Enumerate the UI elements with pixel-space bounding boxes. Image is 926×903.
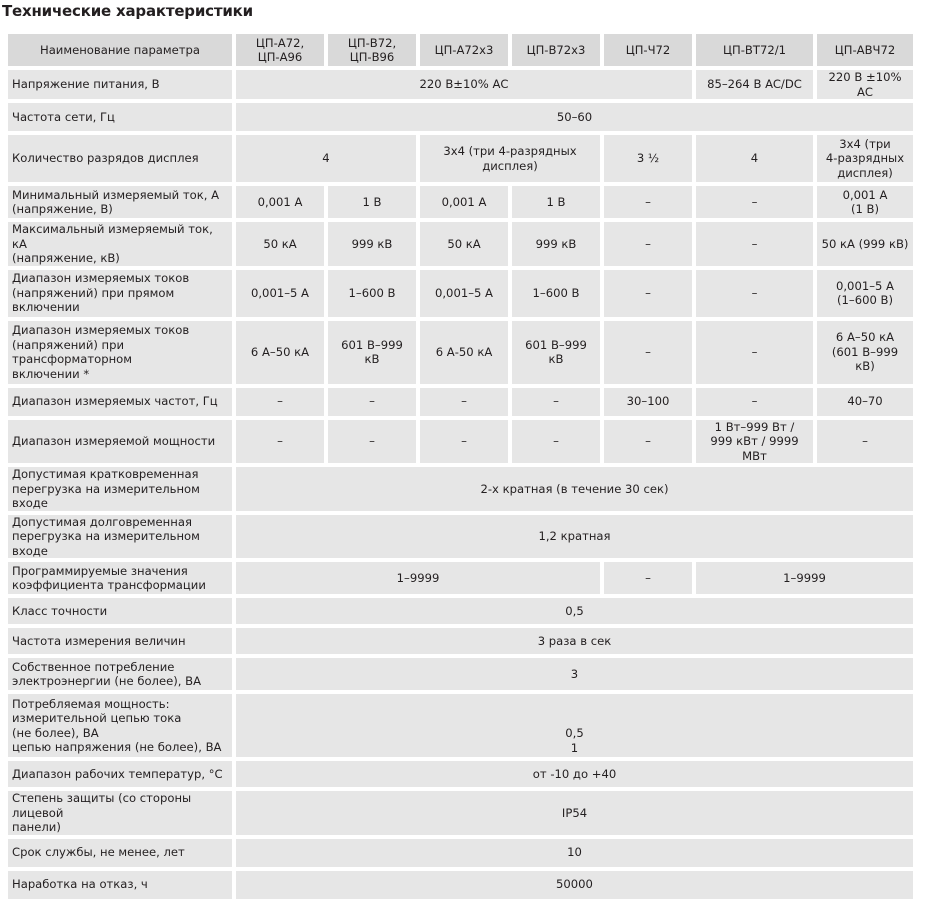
table-row: [8, 103, 913, 131]
value-cell: 10: [236, 839, 913, 867]
table-row: [8, 186, 913, 218]
value-cell: 6 А–50 кА (601 В–999 кВ): [817, 321, 913, 384]
table-row: [8, 658, 913, 690]
value-cell: –: [696, 186, 813, 218]
value-cell: 0,001–5 А (1–600 В): [817, 270, 913, 317]
value-cell: 3 раза в сек: [236, 628, 913, 654]
param-label: Минимальный измеряемый ток, А (напряжение, В): [8, 186, 232, 218]
value-cell: 601 В–999 кВ: [328, 321, 416, 384]
table-row: [8, 562, 913, 594]
value-cell: –: [604, 270, 692, 317]
value-cell: –: [696, 321, 813, 384]
value-cell: 3х4 (три 4-разрядных дисплея): [817, 135, 913, 182]
header-col-4: ЦП-В72х3: [512, 34, 600, 66]
header-col-2: ЦП-В72, ЦП-В96: [328, 34, 416, 66]
value-cell: –: [512, 420, 600, 464]
value-cell: 3 ½: [604, 135, 692, 182]
table-row: [8, 388, 913, 416]
param-label: Напряжение питания, В: [8, 70, 232, 99]
param-label: Диапазон измеряемой мощности: [8, 420, 232, 464]
table-row: [8, 420, 913, 464]
table-row: [8, 270, 913, 317]
param-label: Максимальный измеряемый ток, кА (напряжение, кВ): [8, 222, 232, 266]
value-cell: –: [420, 388, 508, 416]
value-cell: –: [236, 388, 324, 416]
param-label: Частота сети, Гц: [8, 103, 232, 131]
value-cell: 1–600 В: [328, 270, 416, 317]
table-row: [8, 791, 913, 835]
header-param: Наименование параметра: [8, 34, 232, 66]
param-label: Допустимая долговременная перегрузка на измерительном входе: [8, 515, 232, 559]
value-cell: 50 кА: [236, 222, 324, 266]
value-cell: 6 А–50 кА: [236, 321, 324, 384]
table-row: [8, 467, 913, 511]
value-cell: IP54: [236, 791, 913, 835]
table-header-row: [8, 34, 913, 66]
value-cell: 1 В: [328, 186, 416, 218]
value-cell: 1,2 кратная: [236, 515, 913, 559]
table-row: [8, 70, 913, 99]
value-cell: –: [604, 222, 692, 266]
value-cell: –: [420, 420, 508, 464]
table-row: [8, 694, 913, 757]
value-cell: –: [817, 420, 913, 464]
header-col-3: ЦП-А72х3: [420, 34, 508, 66]
header-col-7: ЦП-АВЧ72: [817, 34, 913, 66]
header-col-5: ЦП-Ч72: [604, 34, 692, 66]
param-label: Допустимая кратковременная перегрузка на измерительном входе: [8, 467, 232, 511]
param-label: Потребляемая мощность: измерительной цепью тока (не более), ВА цепью напряжения (не более), ВА: [8, 694, 232, 757]
value-cell: –: [328, 388, 416, 416]
param-label: Срок службы, не менее, лет: [8, 839, 232, 867]
value-cell: 50000: [236, 871, 913, 899]
value-cell: 999 кВ: [512, 222, 600, 266]
param-label: Наработка на отказ, ч: [8, 871, 232, 899]
value-cell: 220 В ±10% АС: [817, 70, 913, 99]
param-label: Диапазон рабочих температур, °С: [8, 761, 232, 787]
param-label: Диапазон измеряемых токов (напряжений) при трансформаторном включении *: [8, 321, 232, 384]
value-cell: 0,001 А (1 В): [817, 186, 913, 218]
value-cell: 601 В–999 кВ: [512, 321, 600, 384]
value-cell: 85–264 В AC/DC: [696, 70, 813, 99]
param-label: Собственное потребление электроэнергии (не более), ВА: [8, 658, 232, 690]
value-cell: 50 кА (999 кВ): [817, 222, 913, 266]
page-title: Технические характеристики: [2, 2, 253, 20]
value-cell: 0,5 1: [236, 694, 913, 757]
param-label: Степень защиты (со стороны лицевой панели): [8, 791, 232, 835]
param-label: Количество разрядов дисплея: [8, 135, 232, 182]
value-cell: 3: [236, 658, 913, 690]
table-row: [8, 515, 913, 559]
value-cell: 2-х кратная (в течение 30 сек): [236, 467, 913, 511]
value-cell: 30–100: [604, 388, 692, 416]
table-row: [8, 628, 913, 654]
value-cell: –: [696, 222, 813, 266]
param-label: Диапазон измеряемых токов (напряжений) при прямом включении: [8, 270, 232, 317]
value-cell: 0,001–5 А: [420, 270, 508, 317]
value-cell: 50–60: [236, 103, 913, 131]
value-cell: 1–9999: [236, 562, 600, 594]
value-cell: 220 В±10% АС: [236, 70, 692, 99]
value-cell: 1 Вт–999 Вт / 999 кВт / 9999 МВт: [696, 420, 813, 464]
value-cell: –: [604, 186, 692, 218]
table-row: [8, 598, 913, 624]
value-cell: 50 кА: [420, 222, 508, 266]
table-row: [8, 321, 913, 384]
table-row: [8, 135, 913, 182]
value-cell: –: [604, 420, 692, 464]
table-row: [8, 222, 913, 266]
value-cell: 0,5: [236, 598, 913, 624]
value-cell: 0,001 А: [236, 186, 324, 218]
value-cell: 4: [696, 135, 813, 182]
value-cell: –: [604, 562, 692, 594]
value-cell: 1 В: [512, 186, 600, 218]
param-label: Диапазон измеряемых частот, Гц: [8, 388, 232, 416]
value-cell: –: [696, 270, 813, 317]
param-label: Программируемые значения коэффициента трансформации: [8, 562, 232, 594]
header-col-6: ЦП-ВТ72/1: [696, 34, 813, 66]
value-cell: 1–600 В: [512, 270, 600, 317]
value-cell: 40–70: [817, 388, 913, 416]
table-row: [8, 871, 913, 899]
value-cell: 6 А-50 кА: [420, 321, 508, 384]
value-cell: –: [604, 321, 692, 384]
header-col-1: ЦП-А72, ЦП-А96: [236, 34, 324, 66]
table-row: [8, 761, 913, 787]
value-cell: 3х4 (три 4-разрядных дисплея): [420, 135, 600, 182]
value-cell: 0,001–5 А: [236, 270, 324, 317]
param-label: Класс точности: [8, 598, 232, 624]
value-cell: 0,001 А: [420, 186, 508, 218]
value-cell: 999 кВ: [328, 222, 416, 266]
value-cell: 4: [236, 135, 416, 182]
value-cell: –: [512, 388, 600, 416]
value-cell: –: [696, 388, 813, 416]
value-cell: 1–9999: [696, 562, 913, 594]
value-cell: от -10 до +40: [236, 761, 913, 787]
specs-table: [4, 30, 917, 903]
param-label: Частота измерения величин: [8, 628, 232, 654]
value-cell: –: [328, 420, 416, 464]
table-row: [8, 839, 913, 867]
value-cell: –: [236, 420, 324, 464]
